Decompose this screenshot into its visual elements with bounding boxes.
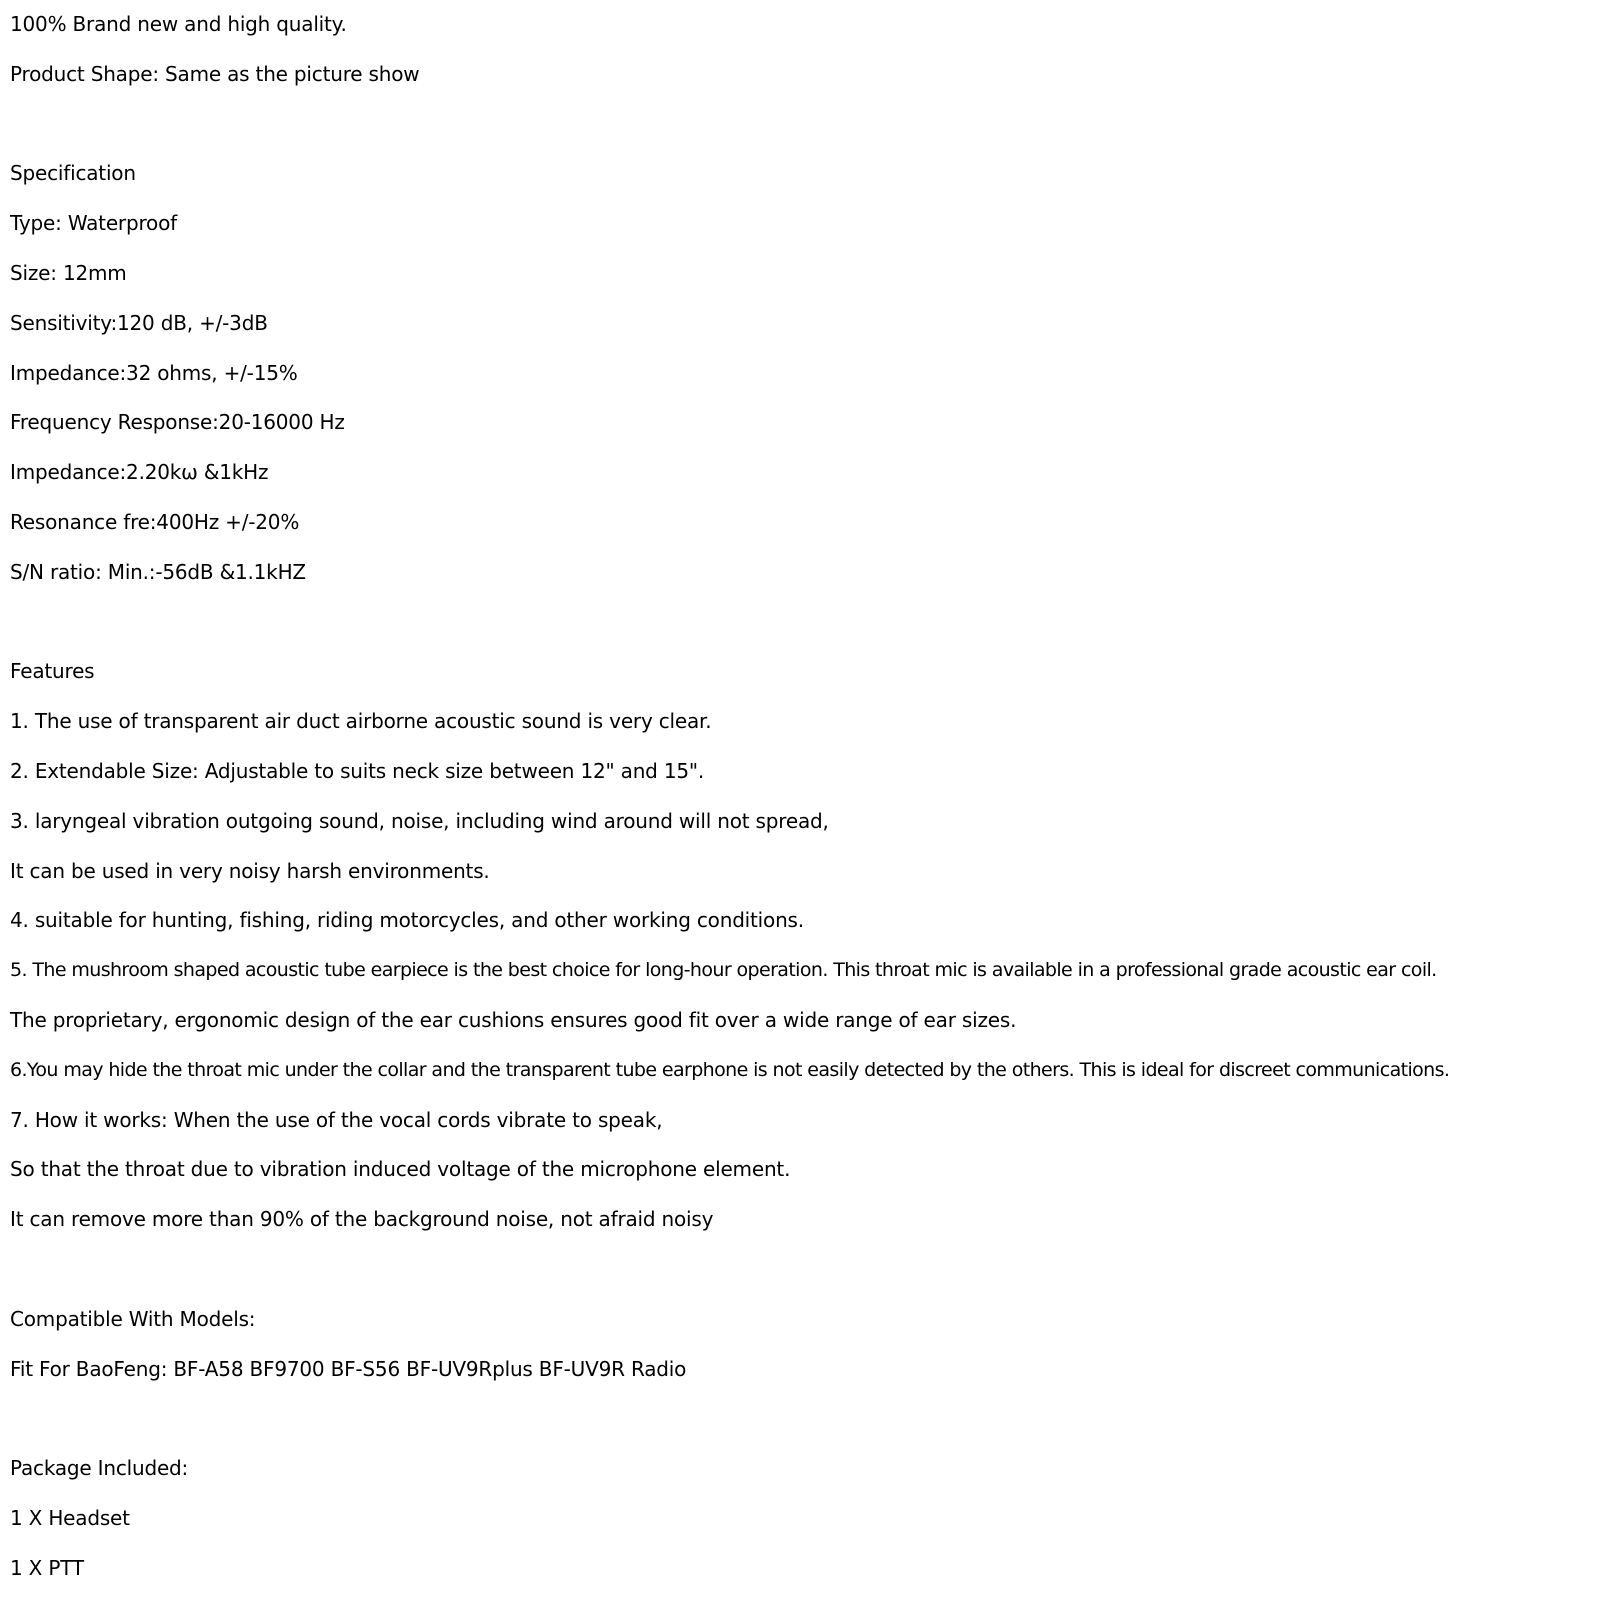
- feature-line: 1. The use of transparent air duct airborne acoustic sound is very clear.: [10, 709, 712, 734]
- spacer: [10, 1394, 1590, 1444]
- package-heading: Package Included:: [10, 1456, 189, 1481]
- spacer: [10, 100, 1590, 150]
- spec-impedance-kohm: Impedance:2.20kω &1kHz: [10, 460, 269, 485]
- spec-size: Size: 12mm: [10, 260, 127, 285]
- spec-impedance-ohms: Impedance:32 ohms, +/-15%: [10, 360, 298, 385]
- specification-heading: Specification: [10, 161, 136, 186]
- feature-line: It can remove more than 90% of the background noise, not afraid noisy: [10, 1207, 714, 1232]
- feature-line: 2. Extendable Size: Adjustable to suits neck size between 12" and 15".: [10, 758, 705, 783]
- spec-sensitivity: Sensitivity:120 dB, +/-3dB: [10, 310, 268, 335]
- feature-line: 3. laryngeal vibration outgoing sound, noise, including wind around will not spread,: [10, 808, 829, 833]
- intro-quality: 100% Brand new and high quality.: [10, 12, 347, 36]
- compatibility-heading: Compatible With Models:: [10, 1306, 256, 1331]
- feature-line: So that the throat due to vibration induced voltage of the microphone element.: [10, 1157, 791, 1182]
- feature-line: The proprietary, ergonomic design of the ear cushions ensures good fit over a wide range of ear sizes.: [10, 1007, 1017, 1032]
- feature-line: 4. suitable for hunting, fishing, riding motorcycles, and other working conditions.: [10, 908, 804, 933]
- spec-sn-ratio: S/N ratio: Min.:-56dB &1.1kHZ: [10, 559, 306, 584]
- compatible-models: Fit For BaoFeng: BF-A58 BF9700 BF-S56 BF-UV9Rplus BF-UV9R Radio: [10, 1356, 687, 1381]
- feature-line: 7. How it works: When the use of the vocal cords vibrate to speak,: [10, 1107, 663, 1132]
- package-item-headset: 1 X Headset: [10, 1505, 130, 1530]
- feature-line: It can be used in very noisy harsh environments.: [10, 858, 490, 883]
- spec-frequency-response: Frequency Response:20-16000 Hz: [10, 410, 345, 435]
- features-heading: Features: [10, 659, 95, 684]
- package-item-ptt: 1 X PTT: [10, 1555, 84, 1580]
- spacer: [10, 1245, 1590, 1295]
- intro-shape: Product Shape: Same as the picture show: [10, 61, 420, 86]
- feature-line: 5. The mushroom shaped acoustic tube earpiece is the best choice for long-hour operation. This throat mic is available in a professional grade acoustic ear coil.: [10, 959, 1437, 982]
- feature-line: 6.You may hide the throat mic under the collar and the transparent tube earphone is not easily detected by the others. This is ideal for discreet communications.: [10, 1058, 1450, 1081]
- spec-resonance: Resonance fre:400Hz +/-20%: [10, 509, 300, 534]
- spacer: [10, 598, 1590, 648]
- product-description: [10, 0, 1590, 1594]
- spec-type: Type: Waterproof: [10, 211, 177, 236]
